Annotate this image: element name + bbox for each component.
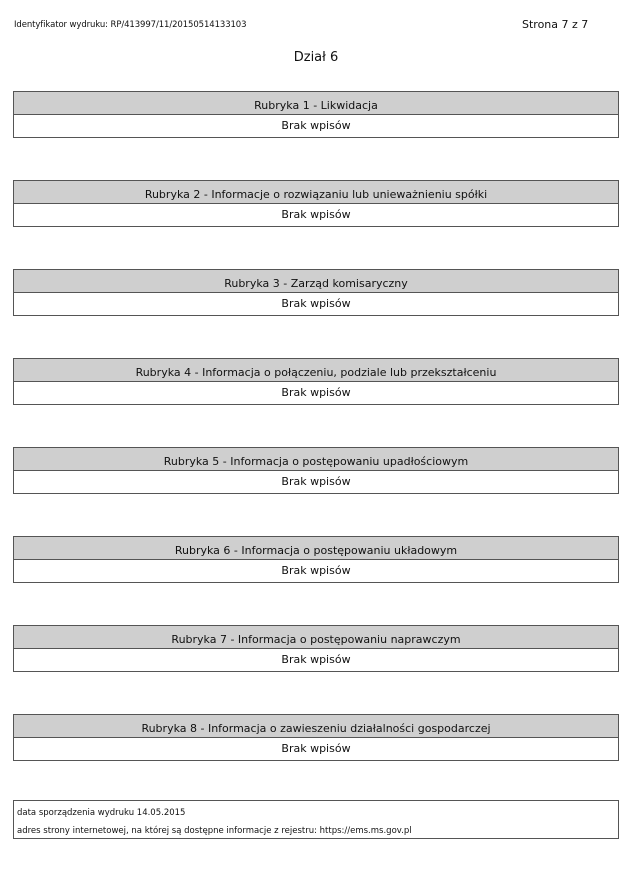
print-identifier: Identyfikator wydruku: RP/413997/11/20150514133103 [14, 20, 247, 30]
rubryka-2 [13, 180, 619, 269]
rubryka-box [13, 358, 619, 405]
rubryka-content: Brak wpisów [281, 653, 351, 666]
rubryka-box [13, 269, 619, 316]
rubryka-box [13, 91, 619, 138]
rubryka-content: Brak wpisów [281, 386, 351, 399]
rubryka-content: Brak wpisów [281, 208, 351, 221]
rubryka-3 [13, 269, 619, 358]
registry-address: adres strony internetowej, na której są dostępne informacje z rejestru: https://ems.ms.gov.pl [17, 826, 412, 836]
rubryka-content: Brak wpisów [281, 742, 351, 755]
footer-box [13, 800, 619, 839]
rubryka-box [13, 625, 619, 672]
rubryka-content: Brak wpisów [281, 475, 351, 488]
section-title: Dział 6 [293, 50, 339, 65]
rubryka-7 [13, 625, 619, 714]
rubryka-8 [13, 714, 619, 803]
rubryka-1 [13, 91, 619, 180]
rubryka-5 [13, 447, 619, 536]
rubryka-title: Rubryka 4 - Informacja o połączeniu, podziale lub przekształceniu [14, 359, 618, 382]
rubryka-4 [13, 358, 619, 447]
rubryka-title: Rubryka 6 - Informacja o postępowaniu układowym [14, 537, 618, 560]
rubryka-content: Brak wpisów [281, 564, 351, 577]
print-date: data sporządzenia wydruku 14.05.2015 [17, 808, 186, 818]
rubryka-content: Brak wpisów [281, 297, 351, 310]
rubryka-box [13, 536, 619, 583]
rubryka-title: Rubryka 3 - Zarząd komisaryczny [14, 270, 618, 293]
rubryki-list [13, 91, 619, 803]
rubryka-6 [13, 536, 619, 625]
rubryka-box [13, 447, 619, 494]
rubryka-title: Rubryka 7 - Informacja o postępowaniu naprawczym [14, 626, 618, 649]
rubryka-content: Brak wpisów [281, 119, 351, 132]
rubryka-title: Rubryka 8 - Informacja o zawieszeniu działalności gospodarczej [14, 715, 618, 738]
rubryka-box [13, 180, 619, 227]
rubryka-title: Rubryka 1 - Likwidacja [14, 92, 618, 115]
rubryka-title: Rubryka 2 - Informacje o rozwiązaniu lub unieważnieniu spółki [14, 181, 618, 204]
rubryka-box [13, 714, 619, 761]
page-number: Strona 7 z 7 [522, 18, 589, 31]
rubryka-title: Rubryka 5 - Informacja o postępowaniu upadłościowym [14, 448, 618, 471]
